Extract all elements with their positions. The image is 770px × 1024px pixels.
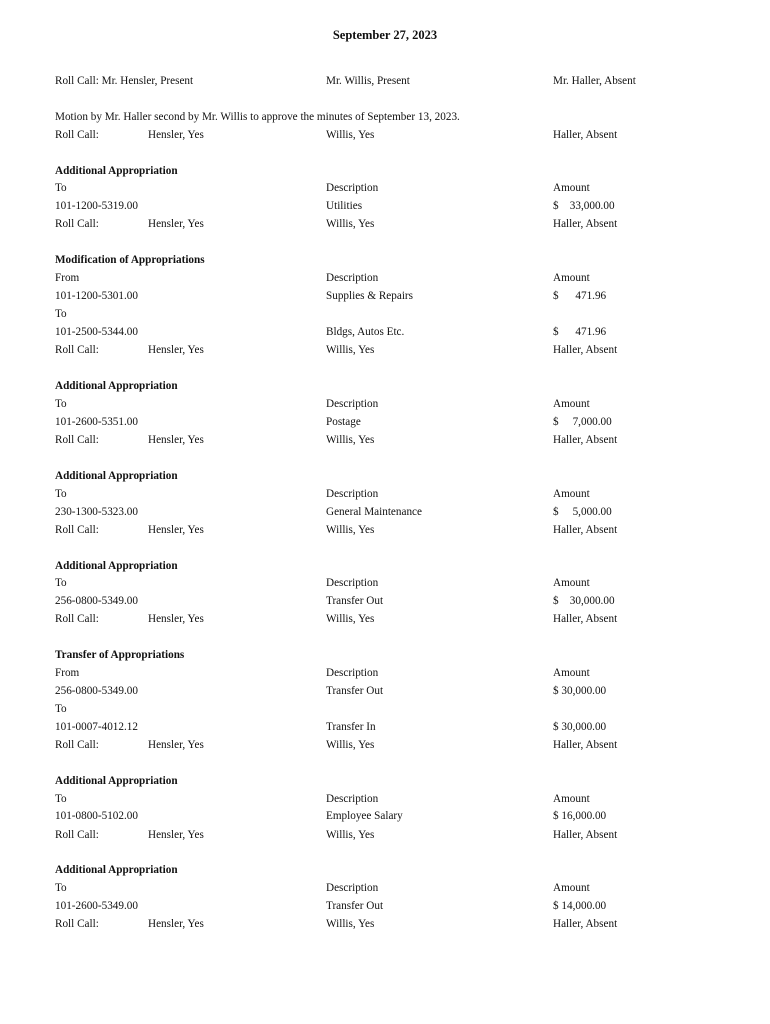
roll-call-haller: Mr. Haller, Absent (553, 75, 636, 87)
description-header: Description (326, 667, 379, 679)
vote-willis: Willis, Yes (326, 524, 375, 536)
to-label: To (55, 488, 67, 500)
vote-willis: Willis, Yes (326, 918, 375, 930)
section-heading: Transfer of Appropriations (55, 649, 185, 661)
vote-haller: Haller, Absent (553, 829, 618, 841)
account-number: 256-0800-5349.00 (55, 685, 138, 697)
amount-header: Amount (553, 488, 590, 500)
roll-call-label: Roll Call: (55, 739, 99, 751)
line-amount: $ 471.96 (553, 290, 607, 302)
section-heading: Additional Appropriation (55, 560, 178, 572)
account-number: 101-1200-5319.00 (55, 200, 138, 212)
amount-header: Amount (553, 182, 590, 194)
roll-call-label: Roll Call: (55, 344, 99, 356)
vote-haller: Haller, Absent (553, 218, 618, 230)
line-description: Transfer In (326, 721, 376, 733)
roll-call-willis: Mr. Willis, Present (326, 75, 410, 87)
line-amount: $ 30,000.00 (553, 595, 615, 607)
vote-hensler: Hensler, Yes (148, 829, 204, 841)
amount-header: Amount (553, 882, 590, 894)
vote-willis: Willis, Yes (326, 613, 375, 625)
line-description: Transfer Out (326, 595, 384, 607)
description-header: Description (326, 272, 379, 284)
from-label: From (55, 272, 80, 284)
vote-hensler: Hensler, Yes (148, 344, 204, 356)
page-title: September 27, 2023 (332, 28, 438, 42)
vote-haller: Haller, Absent (553, 434, 618, 446)
roll-call-label: Roll Call: (55, 918, 99, 930)
to-label: To (55, 793, 67, 805)
line-description: Transfer Out (326, 900, 384, 912)
line-amount: $ 33,000.00 (553, 200, 615, 212)
vote-willis: Willis, Yes (326, 344, 375, 356)
account-number: 101-1200-5301.00 (55, 290, 138, 302)
section-heading: Additional Appropriation (55, 864, 178, 876)
line-amount: $ 471.96 (553, 326, 607, 338)
line-description: Supplies & Repairs (326, 290, 414, 302)
roll-call-label: Roll Call: (55, 524, 99, 536)
line-description: Transfer Out (326, 685, 384, 697)
description-header: Description (326, 182, 379, 194)
vote-hensler: Hensler, Yes (148, 524, 204, 536)
description-header: Description (326, 793, 379, 805)
to-label: To (55, 882, 67, 894)
roll-call-label: Roll Call: (55, 218, 99, 230)
line-amount: $ 14,000.00 (553, 900, 607, 912)
line-amount: $ 30,000.00 (553, 685, 607, 697)
section-heading: Additional Appropriation (55, 775, 178, 787)
to-label: To (55, 182, 67, 194)
to-label: To (55, 703, 67, 715)
account-number: 101-0007-4012.12 (55, 721, 138, 733)
account-number: 101-2600-5349.00 (55, 900, 138, 912)
line-description: Postage (326, 416, 361, 428)
vote-hensler: Hensler, Yes (148, 218, 204, 230)
from-label: From (55, 667, 80, 679)
amount-header: Amount (553, 667, 590, 679)
vote-haller: Haller, Absent (553, 129, 618, 141)
amount-header: Amount (553, 272, 590, 284)
to-label: To (55, 308, 67, 320)
vote-willis: Willis, Yes (326, 739, 375, 751)
vote-haller: Haller, Absent (553, 613, 618, 625)
vote-hensler: Hensler, Yes (148, 129, 204, 141)
line-amount: $ 7,000.00 (553, 416, 612, 428)
vote-hensler: Hensler, Yes (148, 613, 204, 625)
section-heading: Additional Appropriation (55, 380, 178, 392)
vote-haller: Haller, Absent (553, 524, 618, 536)
account-number: 101-2500-5344.00 (55, 326, 138, 338)
account-number: 230-1300-5323.00 (55, 506, 138, 518)
vote-hensler: Hensler, Yes (148, 918, 204, 930)
description-header: Description (326, 882, 379, 894)
line-amount: $ 5,000.00 (553, 506, 612, 518)
roll-call-label: Roll Call: (55, 829, 99, 841)
line-amount: $ 16,000.00 (553, 810, 607, 822)
vote-haller: Haller, Absent (553, 739, 618, 751)
description-header: Description (326, 577, 379, 589)
vote-hensler: Hensler, Yes (148, 739, 204, 751)
roll-call-hensler: Roll Call: Mr. Hensler, Present (55, 75, 194, 87)
section-heading: Additional Appropriation (55, 165, 178, 177)
line-amount: $ 30,000.00 (553, 721, 607, 733)
vote-haller: Haller, Absent (553, 918, 618, 930)
line-description: Bldgs, Autos Etc. (326, 326, 405, 338)
account-number: 101-0800-5102.00 (55, 810, 138, 822)
motion-text: Motion by Mr. Haller second by Mr. Willis to approve the minutes of September 13, 2023. (55, 111, 460, 123)
roll-call-label: Roll Call: (55, 434, 99, 446)
vote-willis: Willis, Yes (326, 218, 375, 230)
account-number: 101-2600-5351.00 (55, 416, 138, 428)
vote-willis: Willis, Yes (326, 434, 375, 446)
vote-willis: Willis, Yes (326, 129, 375, 141)
line-description: Utilities (326, 200, 363, 212)
section-heading: Modification of Appropriations (55, 254, 205, 266)
description-header: Description (326, 398, 379, 410)
description-header: Description (326, 488, 379, 500)
vote-haller: Haller, Absent (553, 344, 618, 356)
amount-header: Amount (553, 793, 590, 805)
to-label: To (55, 577, 67, 589)
section-heading: Additional Appropriation (55, 470, 178, 482)
line-description: Employee Salary (326, 810, 403, 822)
amount-header: Amount (553, 398, 590, 410)
account-number: 256-0800-5349.00 (55, 595, 138, 607)
to-label: To (55, 398, 67, 410)
roll-call-label: Roll Call: (55, 613, 99, 625)
line-description: General Maintenance (326, 506, 422, 518)
amount-header: Amount (553, 577, 590, 589)
vote-hensler: Hensler, Yes (148, 434, 204, 446)
vote-willis: Willis, Yes (326, 829, 375, 841)
roll-call-label: Roll Call: (55, 129, 99, 141)
